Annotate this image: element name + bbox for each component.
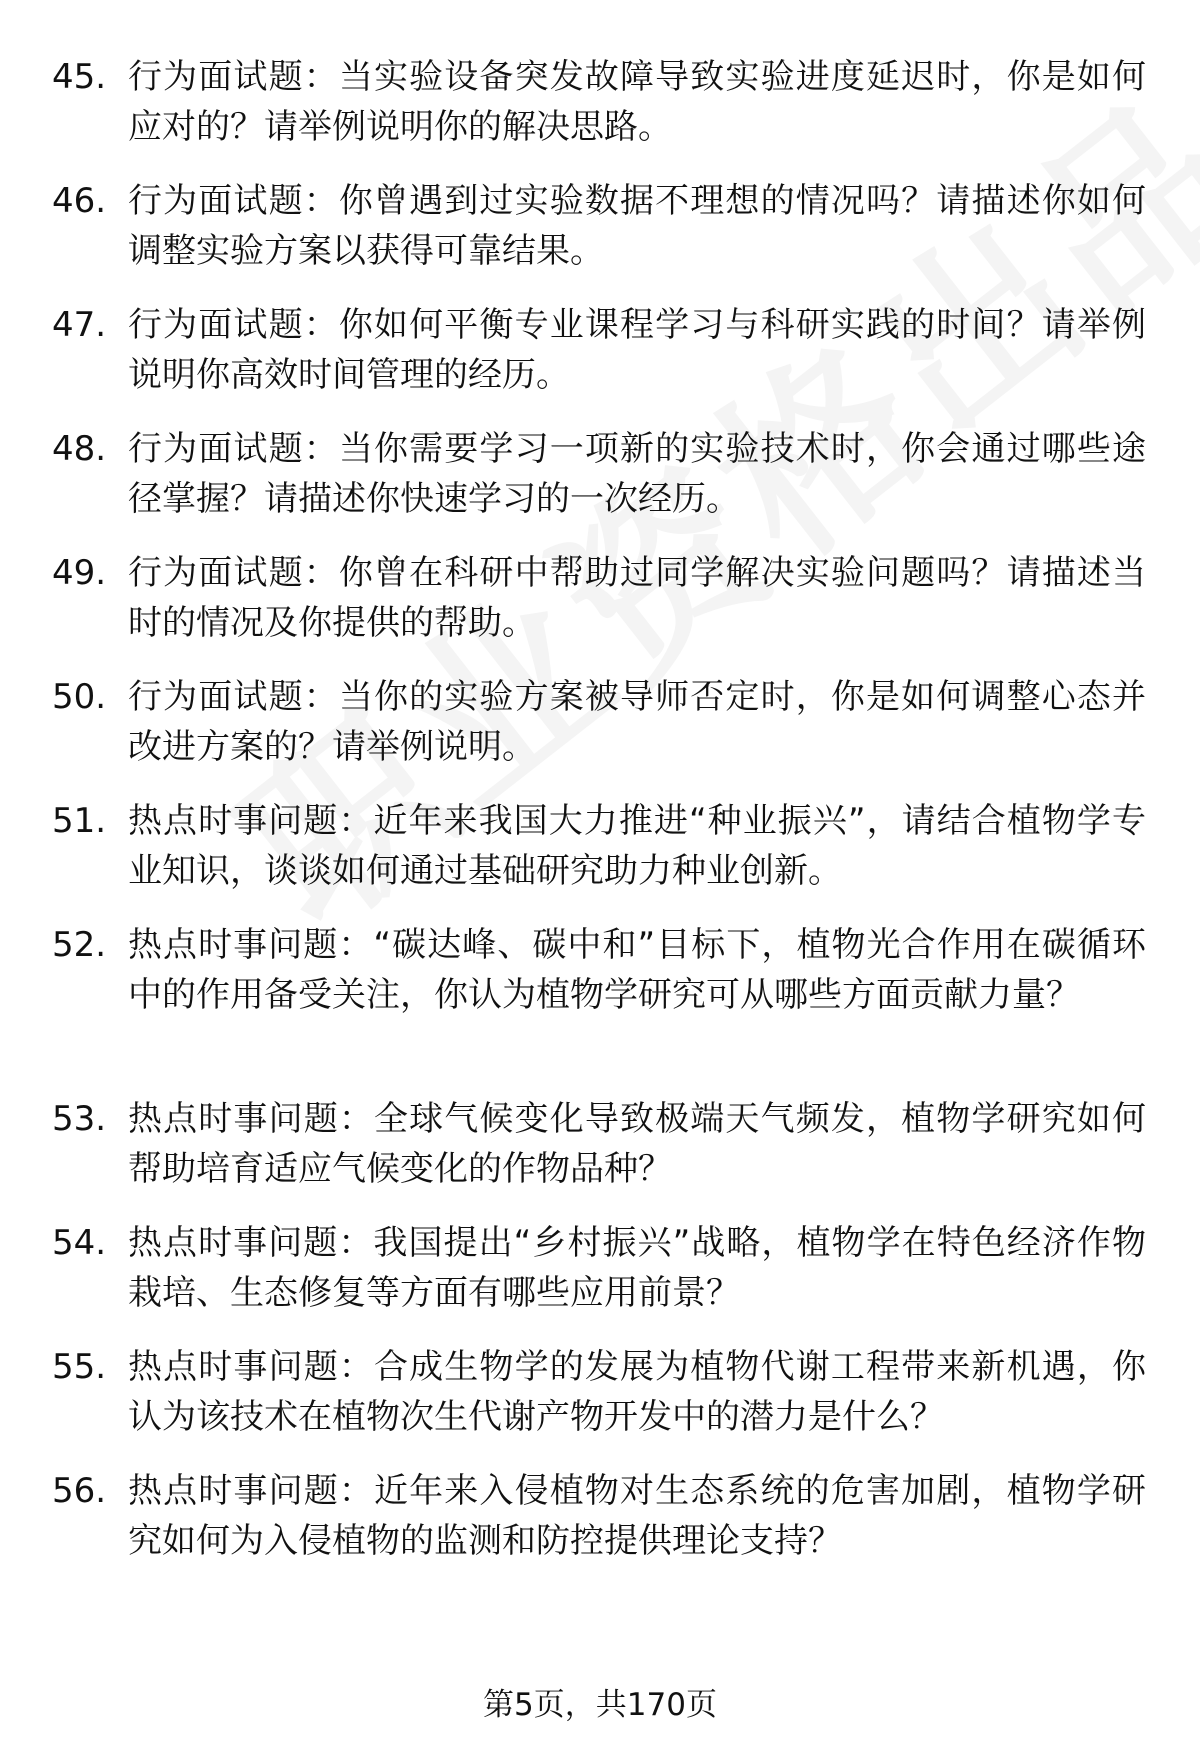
question-number: 46. [52,181,107,221]
question-number: 55. [52,1347,107,1387]
question-number: 47. [52,305,107,345]
question-text: 热点时事问题：近年来入侵植物对生态系统的危害加剧，植物学研究如何为入侵植物的监测和防控提供理论支持？ [128,1471,1146,1561]
question-text: 热点时事问题：全球气候变化导致极端天气频发，植物学研究如何帮助培育适应气候变化的作物品种？ [128,1099,1146,1189]
question-number: 53. [52,1099,107,1139]
question-number: 45. [52,57,107,97]
question-text: 行为面试题：当你需要学习一项新的实验技术时，你会通过哪些途径掌握？请描述你快速学习的一次经历。 [128,429,1146,519]
question-text: 热点时事问题：“碳达峰、碳中和”目标下，植物光合作用在碳循环中的作用备受关注，你认为植物学研究可从哪些方面贡献力量？ [128,925,1146,1015]
question-number: 54. [52,1223,107,1263]
question-text: 热点时事问题：近年来我国大力推进“种业振兴”，请结合植物学专业知识，谈谈如何通过基础研究助力种业创新。 [128,801,1146,891]
question-number: 56. [52,1471,107,1511]
question-text: 热点时事问题：合成生物学的发展为植物代谢工程带来新机遇，你认为该技术在植物次生代谢产物开发中的潜力是什么？ [128,1347,1146,1437]
page-number-footer: 第5页，共170页 [483,1687,717,1723]
question-text: 热点时事问题：我国提出“乡村振兴”战略，植物学在特色经济作物栽培、生态修复等方面有哪些应用前景？ [128,1223,1146,1313]
question-text: 行为面试题：当你的实验方案被导师否定时，你是如何调整心态并改进方案的？请举例说明。 [128,677,1146,767]
question-number: 48. [52,429,107,469]
question-number: 51. [52,801,107,841]
question-text: 行为面试题：你曾遇到过实验数据不理想的情况吗？请描述你如何调整实验方案以获得可靠结果。 [128,181,1146,271]
question-number: 52. [52,925,107,965]
question-number: 49. [52,553,107,593]
question-text: 行为面试题：你曾在科研中帮助过同学解决实验问题吗？请描述当时的情况及你提供的帮助。 [128,553,1146,643]
question-text: 行为面试题：你如何平衡专业课程学习与科研实践的时间？请举例说明你高效时间管理的经历。 [128,305,1146,395]
question-number: 50. [52,677,107,717]
question-text: 行为面试题：当实验设备突发故障导致实验进度延迟时，你是如何应对的？请举例说明你的解决思路。 [128,57,1146,147]
